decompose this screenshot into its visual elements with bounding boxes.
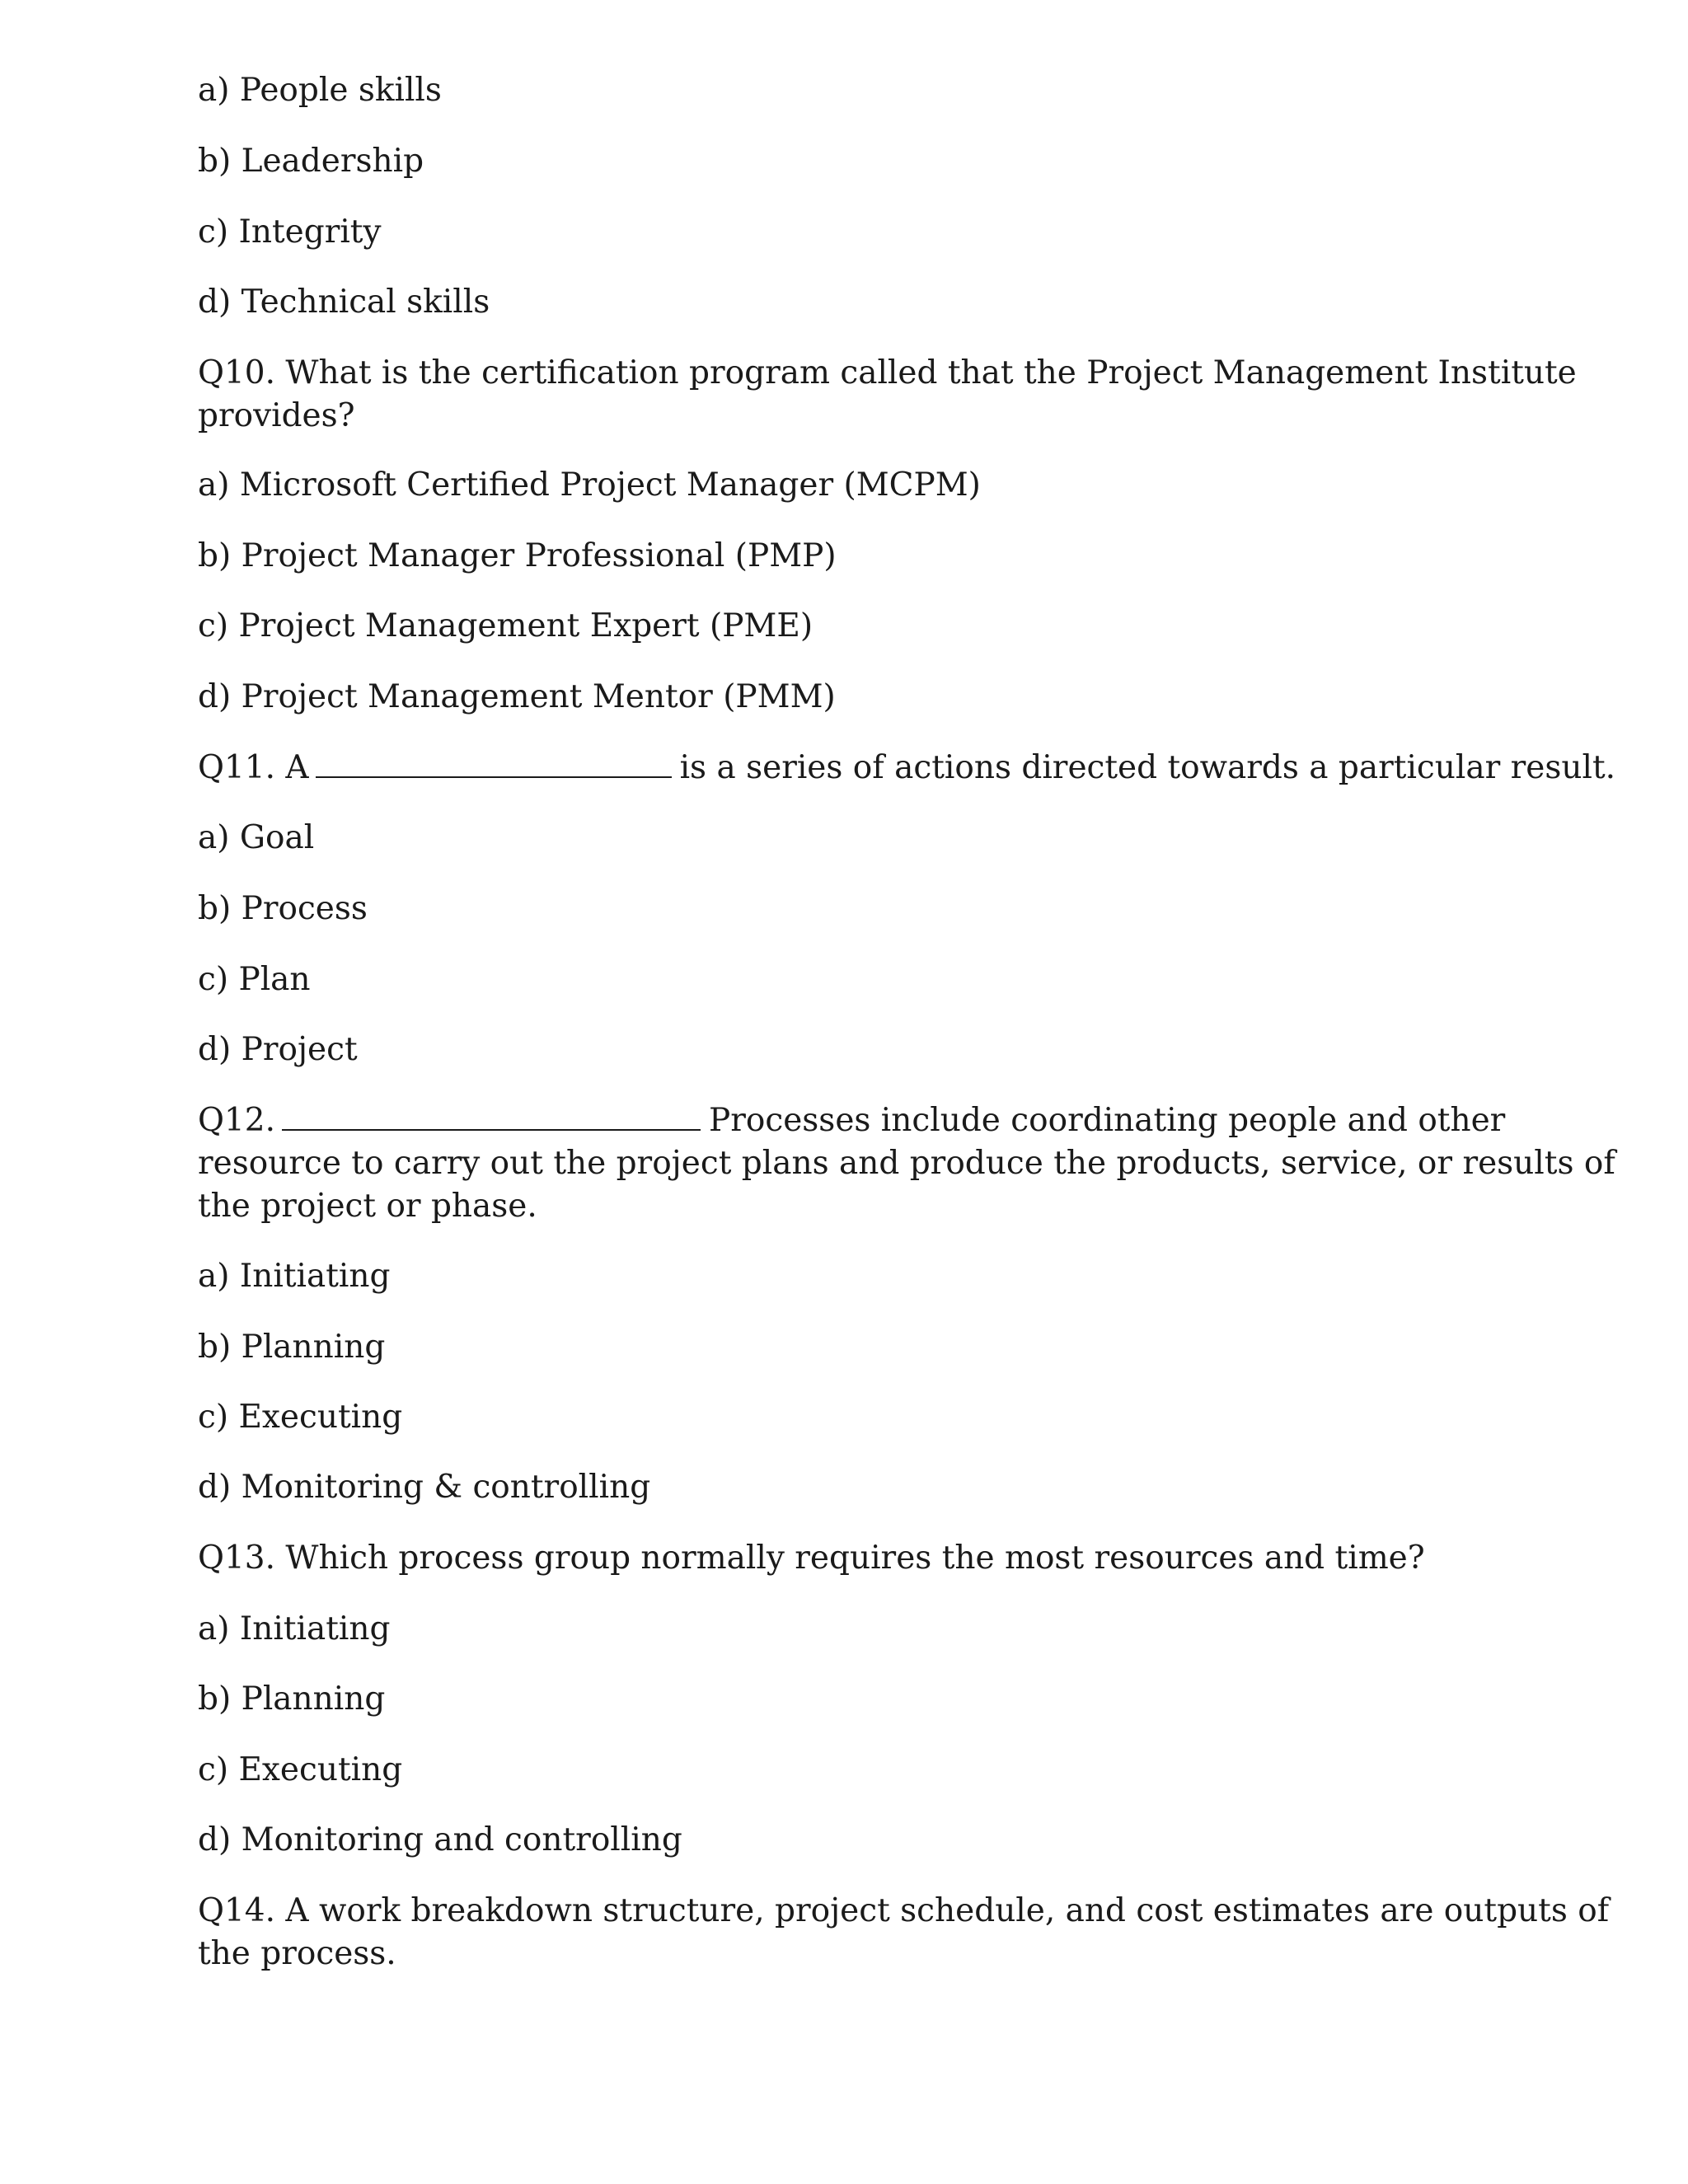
q9-option-d: d) Technical skills: [198, 284, 490, 321]
q9-option-a: a) People skills: [198, 72, 442, 109]
q10-option-a: a) Microsoft Certified Project Manager (MCPM): [198, 466, 981, 504]
q11-option-a: a) Goal: [198, 819, 315, 856]
q11-option-d: d) Project: [198, 1031, 358, 1068]
q10-option-c: c) Project Management Expert (PME): [198, 607, 814, 644]
q12-suffix: Processes include coordinating people and other: [709, 1102, 1506, 1139]
q11-option-c: c) Plan: [198, 961, 311, 998]
q12-prefix: Q12.: [198, 1102, 275, 1139]
q13-question: Q13. Which process group normally requires the most resources and time?: [198, 1540, 1425, 1577]
q10-question-line2: provides?: [198, 397, 355, 434]
q12-option-b: b) Planning: [198, 1329, 386, 1366]
q12-option-d: d) Monitoring & controlling: [198, 1469, 651, 1506]
q11-question: [198, 747, 1616, 790]
q14-question-line2: the process.: [198, 1935, 396, 1972]
q12-answer-blank: [282, 1101, 701, 1131]
q13-option-d: d) Monitoring and controlling: [198, 1821, 682, 1858]
q12-question-line2: resource to carry out the project plans and produce the products, service, or results of: [198, 1145, 1615, 1182]
q10-option-d: d) Project Management Mentor (PMM): [198, 678, 836, 715]
q11-prefix: Q11. A: [198, 749, 309, 786]
q10-question-line1: Q10. What is the certification program called that the Project Management Institute: [198, 354, 1577, 391]
q13-option-b: b) Planning: [198, 1680, 386, 1718]
q11-suffix: is a series of actions directed towards a particular result.: [679, 749, 1616, 786]
q12-question-line1: [198, 1099, 1506, 1142]
q12-option-c: c) Executing: [198, 1399, 403, 1436]
q12-option-a: a) Initiating: [198, 1258, 391, 1295]
q9-option-b: b) Leadership: [198, 143, 424, 180]
q13-option-a: a) Initiating: [198, 1610, 391, 1647]
q9-option-c: c) Integrity: [198, 213, 382, 251]
q11-answer-blank: [316, 748, 672, 778]
q10-option-b: b) Project Manager Professional (PMP): [198, 537, 837, 574]
q11-option-b: b) Process: [198, 890, 368, 927]
q13-option-c: c) Executing: [198, 1751, 403, 1788]
q14-question-line1: Q14. A work breakdown structure, project schedule, and cost estimates are outputs of: [198, 1892, 1610, 1929]
q12-question-line3: the project or phase.: [198, 1188, 537, 1225]
